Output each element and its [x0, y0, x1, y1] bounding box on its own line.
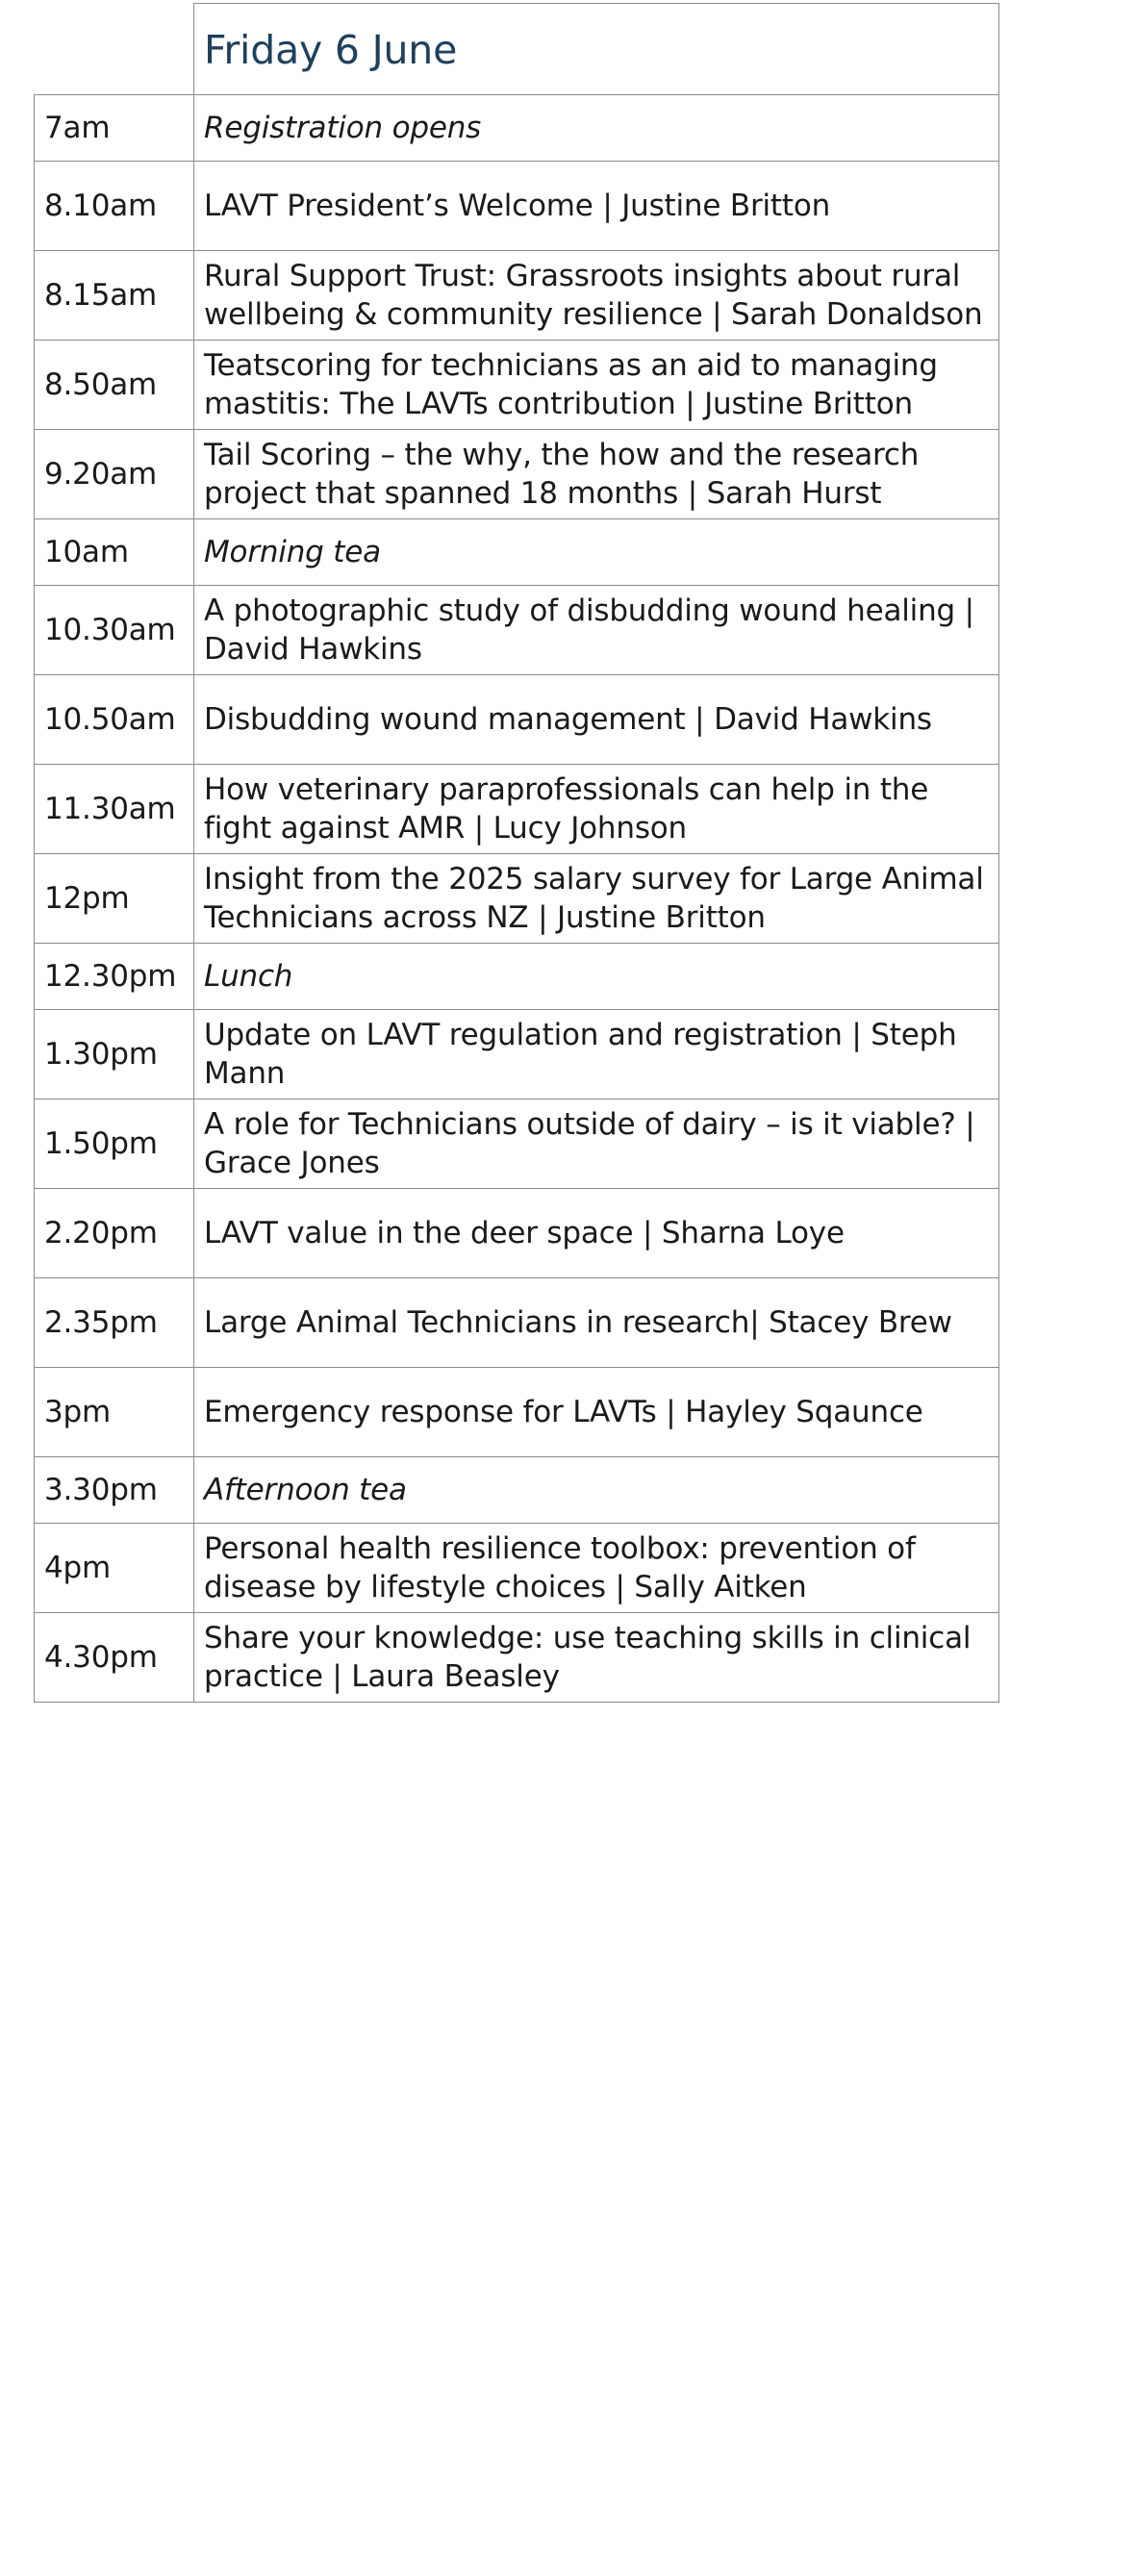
session-title: Emergency response for LAVTs | Hayley Sqaunce	[194, 1368, 999, 1457]
table-row	[35, 1099, 999, 1189]
session-time: 9.20am	[35, 430, 194, 519]
session-time: 2.20pm	[35, 1189, 194, 1278]
table-row	[35, 162, 999, 251]
schedule-header-row	[35, 4, 999, 95]
session-title: Insight from the 2025 salary survey for Large Animal Technicians across NZ | Justine Britton	[194, 854, 999, 944]
session-title: Morning tea	[194, 519, 999, 586]
session-title: Share your knowledge: use teaching skills in clinical practice | Laura Beasley	[194, 1613, 999, 1703]
session-time: 4.30pm	[35, 1613, 194, 1703]
session-time: 1.50pm	[35, 1099, 194, 1189]
session-title: Teatscoring for technicians as an aid to managing mastitis: The LAVTs contribution | Justine Britton	[194, 341, 999, 430]
session-title: Personal health resilience toolbox: prevention of disease by lifestyle choices | Sally Aitken	[194, 1524, 999, 1613]
table-row	[35, 1457, 999, 1524]
session-title: A role for Technicians outside of dairy – is it viable? | Grace Jones	[194, 1099, 999, 1189]
session-title: Large Animal Technicians in research| Stacey Brew	[194, 1278, 999, 1368]
session-time: 10am	[35, 519, 194, 586]
table-row	[35, 944, 999, 1010]
table-row	[35, 1278, 999, 1368]
table-row	[35, 95, 999, 162]
table-row	[35, 854, 999, 944]
session-time: 10.30am	[35, 586, 194, 675]
table-row	[35, 1368, 999, 1457]
table-row	[35, 1010, 999, 1099]
table-row	[35, 519, 999, 586]
table-row	[35, 251, 999, 341]
session-time: 12pm	[35, 854, 194, 944]
session-time: 2.35pm	[35, 1278, 194, 1368]
session-title: LAVT value in the deer space | Sharna Loye	[194, 1189, 999, 1278]
session-title: How veterinary paraprofessionals can help in the fight against AMR | Lucy Johnson	[194, 765, 999, 854]
table-row	[35, 586, 999, 675]
session-title: Registration opens	[194, 95, 999, 162]
table-row	[35, 1613, 999, 1703]
table-row	[35, 1524, 999, 1613]
session-time: 1.30pm	[35, 1010, 194, 1099]
session-time: 10.50am	[35, 675, 194, 765]
table-row	[35, 341, 999, 430]
session-title: Lunch	[194, 944, 999, 1010]
schedule-table	[34, 3, 999, 1703]
session-title: A photographic study of disbudding wound healing | David Hawkins	[194, 586, 999, 675]
table-row	[35, 675, 999, 765]
session-time: 3.30pm	[35, 1457, 194, 1524]
session-time: 12.30pm	[35, 944, 194, 1010]
table-row	[35, 765, 999, 854]
table-row	[35, 1189, 999, 1278]
session-title: Update on LAVT regulation and registration | Steph Mann	[194, 1010, 999, 1099]
session-time: 4pm	[35, 1524, 194, 1613]
table-row	[35, 430, 999, 519]
session-title: Tail Scoring – the why, the how and the research project that spanned 18 months | Sarah Hurst	[194, 430, 999, 519]
session-time: 11.30am	[35, 765, 194, 854]
session-title: LAVT President’s Welcome | Justine Britton	[194, 162, 999, 251]
session-title: Disbudding wound management | David Hawkins	[194, 675, 999, 765]
session-time: 8.15am	[35, 251, 194, 341]
session-time: 7am	[35, 95, 194, 162]
session-time: 8.50am	[35, 341, 194, 430]
session-time: 3pm	[35, 1368, 194, 1457]
day-heading: Friday 6 June	[194, 4, 999, 95]
session-time: 8.10am	[35, 162, 194, 251]
header-blank-cell	[35, 4, 194, 95]
session-title: Afternoon tea	[194, 1457, 999, 1524]
session-title: Rural Support Trust: Grassroots insights about rural wellbeing & community resilience | Sarah Donaldson	[194, 251, 999, 341]
